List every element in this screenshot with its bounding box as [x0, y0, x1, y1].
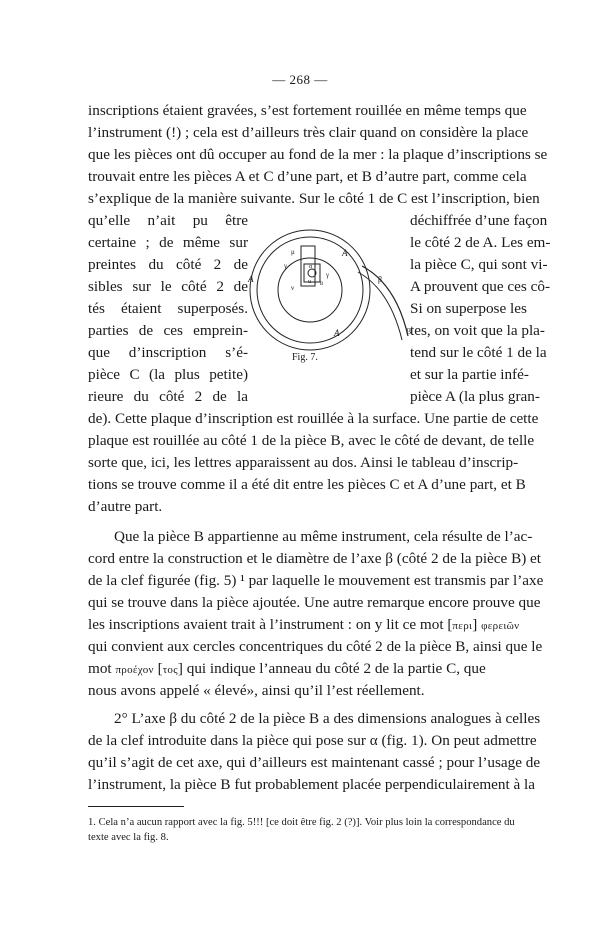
- text-line: de la clef figurée (fig. 5) ¹ par laquelle le mouvement est transmis par l’axe: [88, 572, 544, 589]
- text-line-left: preintes du côté 2 de: [88, 256, 248, 273]
- text-line-left: pièce C (la plus petite): [88, 366, 248, 383]
- label-u: u: [308, 279, 311, 285]
- text-line: que les pièces ont dû occuper au fond de la mer : la plaque d’inscriptions se: [88, 146, 548, 163]
- figure-7-diagram: [244, 228, 414, 366]
- text-line: de). Cette plaque d’inscription est rouillée à la surface. Une partie de cette: [88, 410, 539, 427]
- text-line-right: tend sur le côté 1 de la: [410, 344, 547, 361]
- text-line-right: le côté 2 de A. Les em-: [410, 234, 551, 251]
- label-b-right: B: [406, 327, 412, 336]
- greek-word: προέχον: [115, 664, 154, 676]
- text-line: nous avons appelé « élevé», ainsi qu’il l’est réellement.: [88, 682, 425, 699]
- text-line: tions se trouve comme il a été dit entre les pièces C et A d’une part, et B: [88, 476, 526, 493]
- label-a-left: A: [248, 274, 254, 284]
- text-line-right: déchiffrée d’une façon: [410, 212, 548, 229]
- greek-word: περι: [452, 620, 473, 632]
- text-line: 2° L’axe β du côté 2 de la pièce B a des dimensions analogues à celles: [114, 710, 541, 727]
- text-line-left: certaine ; de même sur: [88, 234, 248, 251]
- text-line-right: tes, on voit que la pla-: [410, 322, 545, 339]
- text-line-right: A prouvent que ces cô-: [410, 278, 551, 295]
- text-line: l’instrument, la pièce B fut probablement placée perpendiculairement à la: [88, 776, 536, 793]
- text-segment: les inscriptions avaient trait à l’instrument : on y lit ce mot [: [88, 616, 453, 633]
- label-nu: ν: [291, 284, 295, 292]
- text-line: qui se trouve dans la pièce ajoutée. Une autre remarque encore prouve que: [88, 594, 541, 611]
- greek-word: τος: [162, 664, 178, 676]
- text-line: Que la pièce B appartienne au même instrument, cela résulte de l’ac-: [114, 528, 533, 545]
- text-segment: ]: [472, 616, 482, 633]
- text-line: trouvait entre les pièces A et C d’une part, et B d’autre part, comme cela: [88, 168, 527, 185]
- text-line: [88, 660, 512, 678]
- text-segment: [: [153, 660, 163, 677]
- label-a-bottom: A: [334, 328, 340, 338]
- text-line: sorte que, ici, les lettres apparaissent au dos. Ainsi le tableau d’inscrip-: [88, 454, 519, 471]
- text-line: inscriptions étaient gravées, s’est fortement rouillée en même temps que: [88, 102, 527, 119]
- label-gamma-left: γ: [284, 262, 288, 270]
- label-alpha: α: [309, 264, 313, 270]
- footnote-rule: [88, 806, 184, 807]
- text-line: s’explique de la manière suivante. Sur le côté 1 de C est l’inscription, bien: [88, 190, 540, 207]
- footnote-line: texte avec la fig. 8.: [88, 832, 169, 843]
- label-gamma-right: γ: [326, 271, 330, 279]
- text-line: plaque est rouillée au côté 1 de la pièce B, avec le côté de devant, de telle: [88, 432, 535, 449]
- text-line: qu’il s’agit de cet axe, qui d’ailleurs est maintenant cassé ; pour l’usage de: [88, 754, 541, 771]
- text-line-left: rieure du côté 2 de la: [88, 388, 248, 405]
- text-line: qui convient aux cercles concentriques du côté 2 de la pièce B, ainsi que le: [88, 638, 543, 655]
- label-b-inner: B: [320, 282, 324, 287]
- text-line: de la clef introduite dans la pièce qui pose sur α (fig. 1). On peut admettre: [88, 732, 537, 749]
- label-a-top: A: [342, 248, 348, 258]
- outer-ring: [250, 230, 370, 350]
- text-line-left: sibles sur le côté 2 de: [88, 278, 248, 295]
- text-line-right: et sur la partie infé-: [410, 366, 529, 383]
- text-line-left: qu’elle n’ait pu être: [88, 212, 248, 229]
- greek-word: φερειῶν: [481, 620, 520, 632]
- text-line: l’instrument (!) ; cela est d’ailleurs très clair quand on considère la place: [88, 124, 529, 141]
- page-number: — 268 —: [272, 72, 328, 87]
- text-line-right: pièce A (la plus gran-: [410, 388, 540, 405]
- text-line: [88, 616, 520, 634]
- text-line-right: la pièce C, qui sont vi-: [410, 256, 548, 273]
- text-segment: mot: [88, 660, 116, 677]
- text-line-right: Si on superpose les: [410, 300, 527, 317]
- label-mu: μ: [291, 248, 295, 256]
- label-beta-right: β: [378, 275, 383, 284]
- text-line-left: parties de ces emprein-: [88, 322, 248, 339]
- footnote-line: 1. Cela n’a aucun rapport avec la fig. 5!!! [ce doit être fig. 2 (?)]. Voir plus loin la correspondance du: [88, 817, 515, 828]
- text-segment: ] qui indique l’anneau du côté 2 de la partie C, que: [177, 660, 486, 677]
- text-line: d’autre part.: [88, 498, 163, 515]
- figure-caption: Fig. 7.: [292, 352, 318, 363]
- text-line-left: tés étaient superposés.: [88, 300, 248, 317]
- text-line-left: que d’inscription s’é-: [88, 344, 248, 361]
- text-line: cord entre la construction et le diamètre de l’axe β (côté 2 de la pièce B) et: [88, 550, 542, 567]
